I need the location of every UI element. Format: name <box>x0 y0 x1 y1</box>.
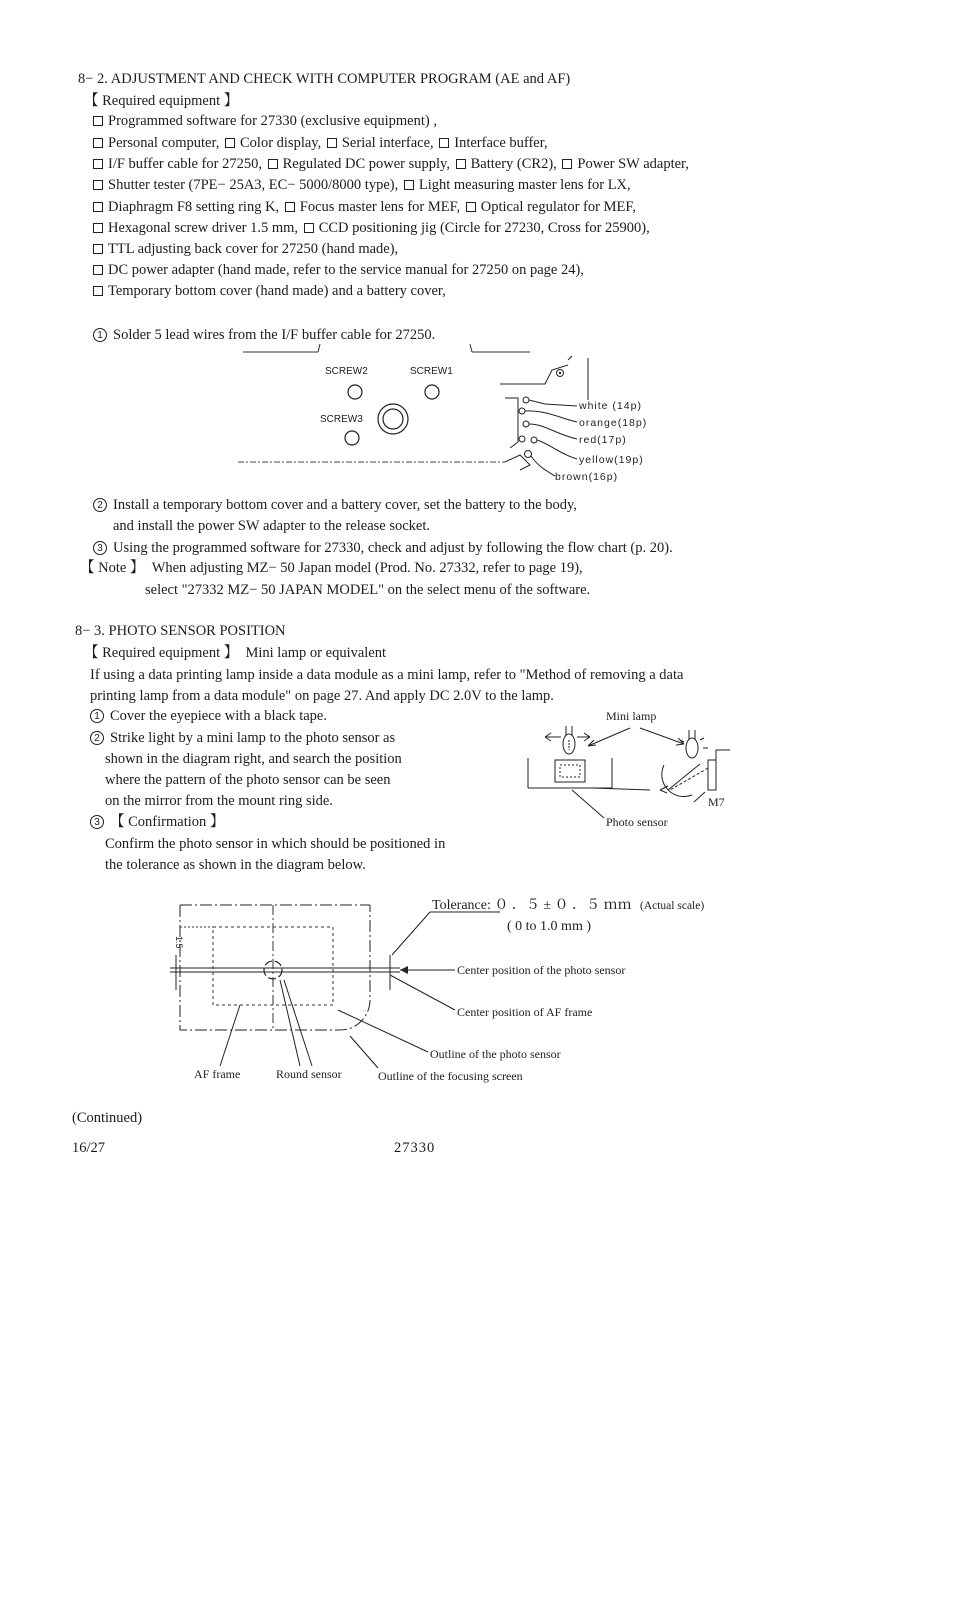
step-number: 1 <box>93 328 107 342</box>
equipment-item: Hexagonal screw driver 1.5 mm, <box>108 220 299 236</box>
dimension-1-5: 1.5 <box>174 936 184 949</box>
step-text: Solder 5 lead wires from the I/F buffer cable for 27250. <box>113 327 436 343</box>
step-number: 2 <box>93 498 107 512</box>
m7-label: M7 <box>708 795 725 809</box>
screw2-label: SCREW2 <box>325 366 368 377</box>
equipment-item: Interface buffer, <box>454 135 548 151</box>
required-value: Mini lamp or equivalent <box>245 645 387 661</box>
note-label: 【 Note 】 <box>80 560 145 576</box>
tolerance-value: Tolerance: ０ ．５ ± ０ ．５ ｍｍ <box>432 898 632 913</box>
page-number: 16/27 <box>72 1140 106 1156</box>
confirm-line-2: the tolerance as shown in the diagram below. <box>105 857 366 873</box>
equipment-item: Personal computer, <box>108 135 220 151</box>
wire-red: red(17p) <box>579 434 627 446</box>
wire-brown: brown(16p) <box>555 471 619 483</box>
intro-line-1: If using a data printing lamp inside a data module as a mini lamp, refer to "Method of removing a data <box>90 667 684 683</box>
mini-lamp-label: Mini lamp <box>606 709 657 723</box>
equipment-item: Power SW adapter, <box>577 156 689 172</box>
required-equipment-label: 【 Required equipment 】 <box>84 93 239 109</box>
photo-sensor-label: Photo sensor <box>606 815 668 829</box>
equipment-item: Temporary bottom cover (hand made) and a battery cover, <box>108 283 446 299</box>
wire-orange: orange(18p) <box>579 417 648 429</box>
step-text: Using the programmed software for 27330, check and adjust by following the flow chart (p. 20). <box>113 540 673 556</box>
equipment-item: TTL adjusting back cover for 27250 (hand made), <box>108 241 399 257</box>
equipment-item: Focus master lens for MEF, <box>299 199 461 215</box>
continued-note: (Continued) <box>72 1110 143 1126</box>
step-2-install-cont: and install the power SW adapter to the release socket. <box>113 518 431 534</box>
outline-focus-label: Outline of the focusing screen <box>378 1069 523 1083</box>
step-text: 【 Confirmation 】 <box>110 814 225 830</box>
required-label: 【 Required equipment 】 <box>84 645 239 661</box>
step-2-line-2: shown in the diagram right, and search the position <box>105 751 402 767</box>
tolerance-range: ( 0 to 1.0 mm ) <box>507 919 591 934</box>
equipment-item: Battery (CR2), <box>470 156 557 172</box>
round-sensor-label: Round sensor <box>276 1067 342 1081</box>
equipment-item: Regulated DC power supply, <box>282 156 450 172</box>
screw3-label: SCREW3 <box>320 414 363 425</box>
center-photo-label: Center position of the photo sensor <box>457 963 626 977</box>
equipment-item: Programmed software for 27330 (exclusive equipment) , <box>108 113 437 129</box>
af-frame-label: AF frame <box>194 1067 241 1081</box>
equipment-item: Diaphragm F8 setting ring K, <box>108 199 280 215</box>
step-text: Strike light by a mini lamp to the photo sensor as <box>110 730 396 746</box>
wire-white: white (14p) <box>579 400 642 412</box>
equipment-item: Shutter tester (7PE− 25A3, EC− 5000/8000 type), <box>108 177 399 193</box>
step-2-line-4: on the mirror from the mount ring side. <box>105 793 333 809</box>
actual-scale: (Actual scale) <box>640 900 705 912</box>
step-text: Cover the eyepiece with a black tape. <box>110 708 327 724</box>
step-text: Install a temporary bottom cover and a battery cover, set the battery to the body, <box>113 497 577 513</box>
outline-photo-label: Outline of the photo sensor <box>430 1047 561 1061</box>
equipment-item: I/F buffer cable for 27250, <box>108 156 262 172</box>
model-number: 27330 <box>394 1140 436 1156</box>
equipment-item: DC power adapter (hand made, refer to the service manual for 27250 on page 24), <box>108 262 584 278</box>
step-number: 1 <box>90 709 104 723</box>
equipment-item: Serial interface, <box>341 135 434 151</box>
wire-yellow: yellow(19p) <box>579 454 644 466</box>
note-text: When adjusting MZ− 50 Japan model (Prod. No. 27332, refer to page 19), <box>151 560 583 576</box>
equipment-item: CCD positioning jig (Circle for 27230, Cross for 25900), <box>318 220 650 236</box>
screw1-label: SCREW1 <box>410 366 453 377</box>
equipment-item: Color display, <box>240 135 322 151</box>
intro-line-2: printing lamp from a data module" on page 27. And apply DC 2.0V to the lamp. <box>90 688 554 704</box>
step-2-line-3: where the pattern of the photo sensor can be seen <box>105 772 391 788</box>
confirm-line-1: Confirm the photo sensor in which should be positioned in <box>105 836 446 852</box>
section-8-2-heading: 8− 2. ADJUSTMENT AND CHECK WITH COMPUTER PROGRAM (AE and AF) <box>78 71 571 87</box>
equipment-item: Optical regulator for MEF, <box>480 199 636 215</box>
equipment-item: Light measuring master lens for LX, <box>418 177 631 193</box>
step-number: 2 <box>90 731 104 745</box>
step-number: 3 <box>93 541 107 555</box>
note-cont: select "27332 MZ− 50 JAPAN MODEL" on the select menu of the software. <box>145 582 591 598</box>
section-8-3-heading: 8− 3. PHOTO SENSOR POSITION <box>75 623 286 639</box>
step-number: 3 <box>90 815 104 829</box>
center-af-label: Center position of AF frame <box>457 1005 593 1019</box>
